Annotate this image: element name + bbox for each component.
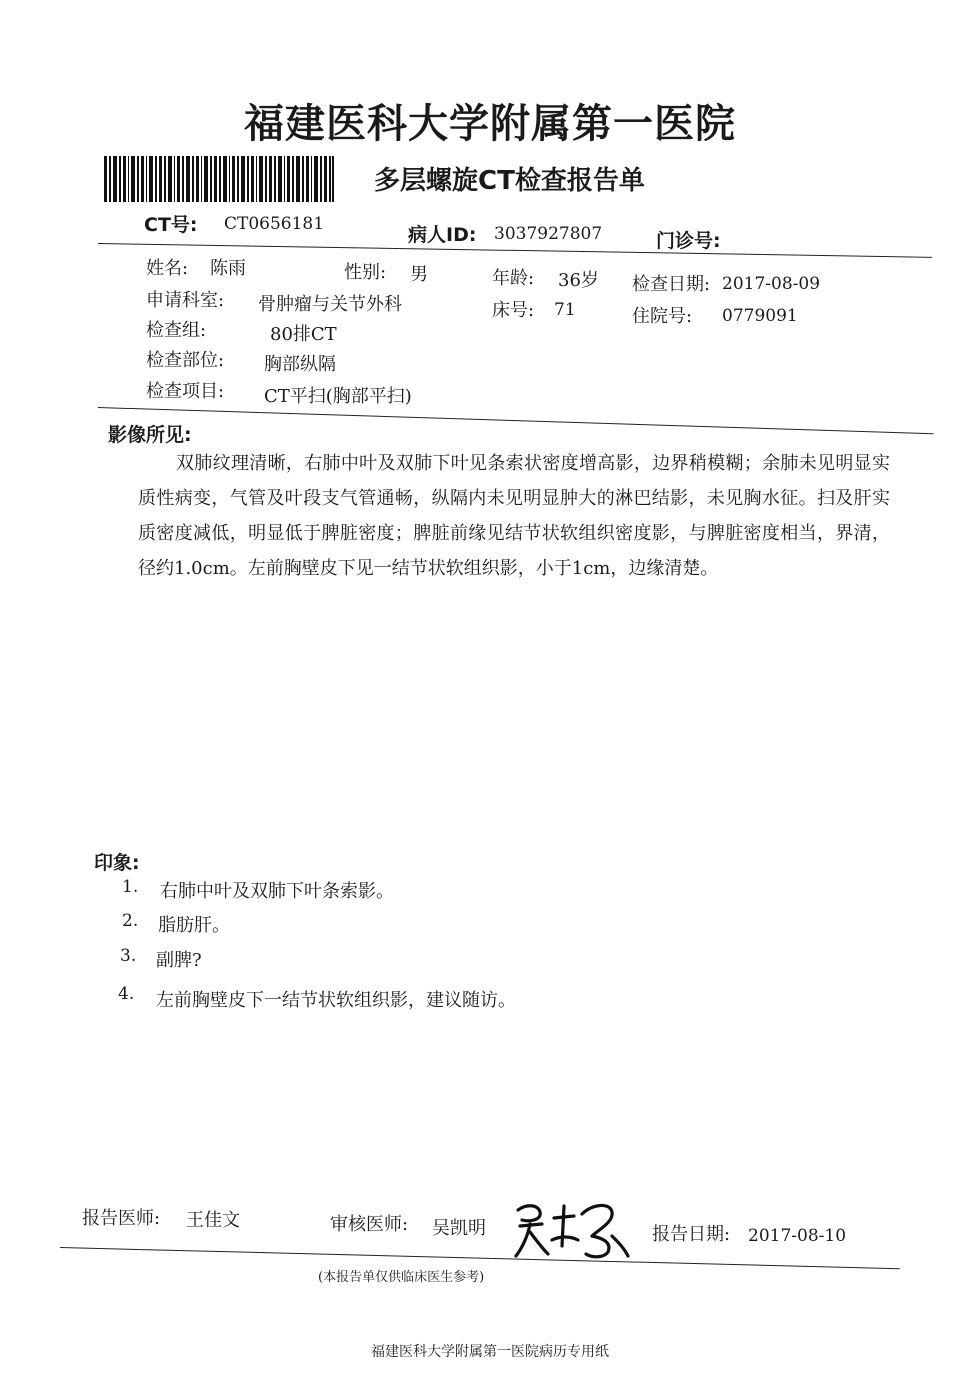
gender-label: 性别: (344, 262, 387, 283)
patient-info-divider (98, 407, 934, 434)
exam-group-value: 80排CT (270, 324, 337, 345)
ct-no-value: CT0656181 (224, 214, 325, 234)
gender-value: 男 (410, 264, 428, 285)
handwritten-signature (512, 1196, 630, 1262)
impression-item: 右肺中叶及双肺下叶条索影。 (160, 881, 394, 902)
barcode-image (104, 156, 334, 202)
report-date-value: 2017-08-10 (748, 1226, 847, 1246)
impression-item: 左前胸壁皮下一结节状软组织影，建议随访。 (156, 990, 516, 1011)
exam-date-value: 2017-08-09 (722, 274, 821, 294)
impression-number: 1. (122, 877, 139, 897)
reporting-doctor-label: 报告医师: (82, 1208, 161, 1229)
exam-item-value: CT平扫(胸部平扫) (264, 386, 412, 407)
exam-site-value: 胸部纵隔 (264, 354, 336, 375)
hospital-name: 福建医科大学附属第一医院 (244, 101, 736, 147)
findings-heading: 影像所见: (108, 424, 192, 446)
impression-heading: 印象: (94, 852, 140, 874)
patient-id-value: 3037927807 (494, 224, 603, 244)
exam-group-label: 检查组: (146, 320, 207, 341)
report-date-label: 报告日期: (652, 1224, 731, 1245)
findings-section (138, 446, 890, 586)
age-label: 年龄: (492, 268, 535, 289)
findings-text: 双肺纹理清晰，右肺中叶及双肺下叶见条索状密度增高影，边界稍模糊；余肺未见明显实质性病变，气管及叶段支气管通畅，纵隔内未见明显肿大的淋巴结影，未见胸水征。扫及肝实质密度减低，明显低于脾脏密度；脾脏前缘见结节状软组织密度影，与脾脏密度相当，界清，径约1.0cm。左前胸壁皮下见一结节状软组织影，小于1cm，边缘清楚。 (138, 453, 890, 579)
exam-item-label: 检查项目: (146, 381, 225, 402)
name-value: 陈雨 (210, 258, 246, 279)
impression-item: 脂肪肝。 (158, 915, 230, 936)
patient-id-label: 病人ID: (408, 224, 477, 246)
reviewing-doctor-label: 审核医师: (330, 1214, 409, 1235)
impression-number: 4. (118, 984, 135, 1004)
impression-number: 3. (120, 946, 137, 966)
reviewing-doctor-value: 吴凯明 (432, 1218, 486, 1239)
impression-item: 副脾? (156, 950, 202, 971)
report-title: 多层螺旋CT检查报告单 (374, 166, 645, 196)
ct-no-label: CT号: (144, 214, 198, 236)
inpatient-no-label: 住院号: (632, 306, 693, 327)
clinic-no-label: 门诊号: (656, 230, 721, 252)
bed-no-label: 床号: (492, 300, 535, 321)
bed-no-value: 71 (554, 300, 576, 320)
reporting-doctor-value: 王佳文 (186, 1210, 240, 1231)
age-value: 36岁 (558, 270, 599, 291)
disclaimer: (本报告单仅供临床医生参考) (318, 1270, 485, 1285)
impression-number: 2. (122, 911, 139, 931)
exam-site-label: 检查部位: (146, 350, 225, 371)
department-value: 骨肿瘤与关节外科 (258, 294, 402, 315)
exam-date-label: 检查日期: (632, 274, 711, 295)
name-label: 姓名: (146, 258, 189, 279)
paper-note: 福建医科大学附属第一医院病历专用纸 (371, 1344, 609, 1360)
department-label: 申请科室: (146, 290, 225, 311)
inpatient-no-value: 0779091 (722, 306, 798, 326)
